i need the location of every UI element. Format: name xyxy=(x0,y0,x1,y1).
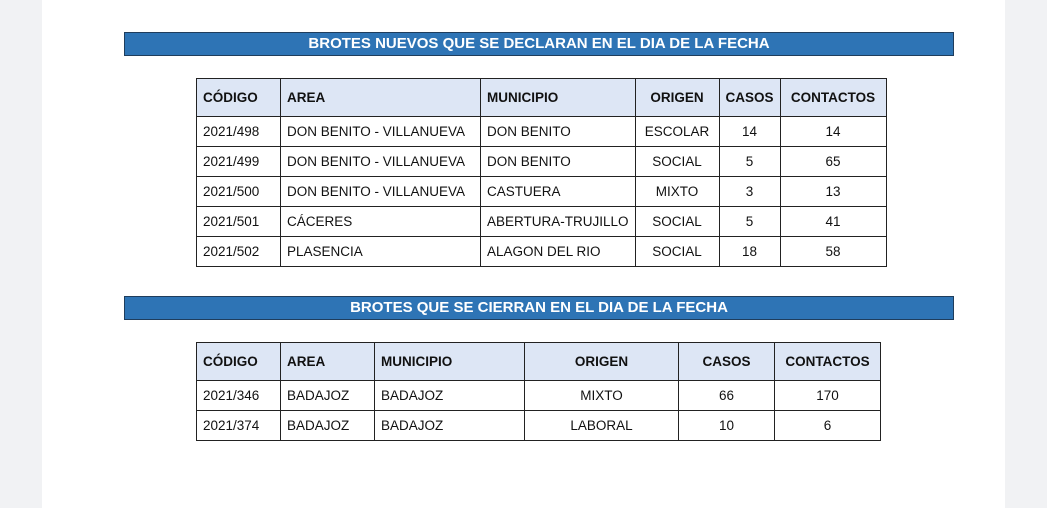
closed-outbreaks-table xyxy=(196,342,881,441)
table-row xyxy=(197,381,881,411)
cell-area: DON BENITO - VILLANUEVA xyxy=(281,117,481,147)
cell-municipio: CASTUERA xyxy=(481,177,636,207)
cell-origen: SOCIAL xyxy=(635,207,719,237)
cell-area: PLASENCIA xyxy=(281,237,481,267)
cell-municipio: ALAGON DEL RIO xyxy=(481,237,636,267)
table-header-row xyxy=(197,343,881,381)
cell-area: BADAJOZ xyxy=(281,411,375,441)
header-casos: CASOS xyxy=(719,79,780,117)
header-area: AREA xyxy=(281,343,375,381)
cell-origen: MIXTO xyxy=(525,381,679,411)
closed-outbreaks-banner: BROTES QUE SE CIERRAN EN EL DIA DE LA FECHA xyxy=(124,296,954,320)
cell-area: DON BENITO - VILLANUEVA xyxy=(281,147,481,177)
table-row xyxy=(197,237,887,267)
header-area: AREA xyxy=(281,79,481,117)
cell-casos: 3 xyxy=(719,177,780,207)
table-row xyxy=(197,177,887,207)
cell-contactos: 13 xyxy=(780,177,886,207)
cell-municipio: DON BENITO xyxy=(481,147,636,177)
table-row xyxy=(197,411,881,441)
cell-casos: 18 xyxy=(719,237,780,267)
cell-casos: 5 xyxy=(719,147,780,177)
cell-codigo: 2021/498 xyxy=(197,117,281,147)
cell-contactos: 170 xyxy=(775,381,881,411)
header-contactos: CONTACTOS xyxy=(780,79,886,117)
cell-codigo: 2021/374 xyxy=(197,411,281,441)
cell-area: BADAJOZ xyxy=(281,381,375,411)
header-origen: ORIGEN xyxy=(635,79,719,117)
header-municipio: MUNICIPIO xyxy=(481,79,636,117)
cell-origen: SOCIAL xyxy=(635,147,719,177)
cell-area: DON BENITO - VILLANUEVA xyxy=(281,177,481,207)
header-origen: ORIGEN xyxy=(525,343,679,381)
cell-codigo: 2021/502 xyxy=(197,237,281,267)
header-casos: CASOS xyxy=(679,343,775,381)
cell-casos: 66 xyxy=(679,381,775,411)
cell-municipio: ABERTURA-TRUJILLO xyxy=(481,207,636,237)
table-row xyxy=(197,117,887,147)
header-contactos: CONTACTOS xyxy=(775,343,881,381)
cell-casos: 5 xyxy=(719,207,780,237)
new-outbreaks-table xyxy=(196,78,887,267)
cell-contactos: 41 xyxy=(780,207,886,237)
cell-origen: ESCOLAR xyxy=(635,117,719,147)
cell-origen: SOCIAL xyxy=(635,237,719,267)
cell-area: CÁCERES xyxy=(281,207,481,237)
table-row xyxy=(197,147,887,177)
header-municipio: MUNICIPIO xyxy=(375,343,525,381)
cell-municipio: BADAJOZ xyxy=(375,381,525,411)
cell-casos: 14 xyxy=(719,117,780,147)
cell-contactos: 14 xyxy=(780,117,886,147)
cell-codigo: 2021/346 xyxy=(197,381,281,411)
new-outbreaks-banner: BROTES NUEVOS QUE SE DECLARAN EN EL DIA DE LA FECHA xyxy=(124,32,954,56)
cell-contactos: 65 xyxy=(780,147,886,177)
cell-municipio: BADAJOZ xyxy=(375,411,525,441)
cell-origen: MIXTO xyxy=(635,177,719,207)
cell-codigo: 2021/499 xyxy=(197,147,281,177)
table-row xyxy=(197,207,887,237)
table-header-row xyxy=(197,79,887,117)
cell-origen: LABORAL xyxy=(525,411,679,441)
cell-codigo: 2021/501 xyxy=(197,207,281,237)
header-codigo: CÓDIGO xyxy=(197,343,281,381)
cell-casos: 10 xyxy=(679,411,775,441)
cell-municipio: DON BENITO xyxy=(481,117,636,147)
header-codigo: CÓDIGO xyxy=(197,79,281,117)
cell-contactos: 6 xyxy=(775,411,881,441)
cell-contactos: 58 xyxy=(780,237,886,267)
cell-codigo: 2021/500 xyxy=(197,177,281,207)
